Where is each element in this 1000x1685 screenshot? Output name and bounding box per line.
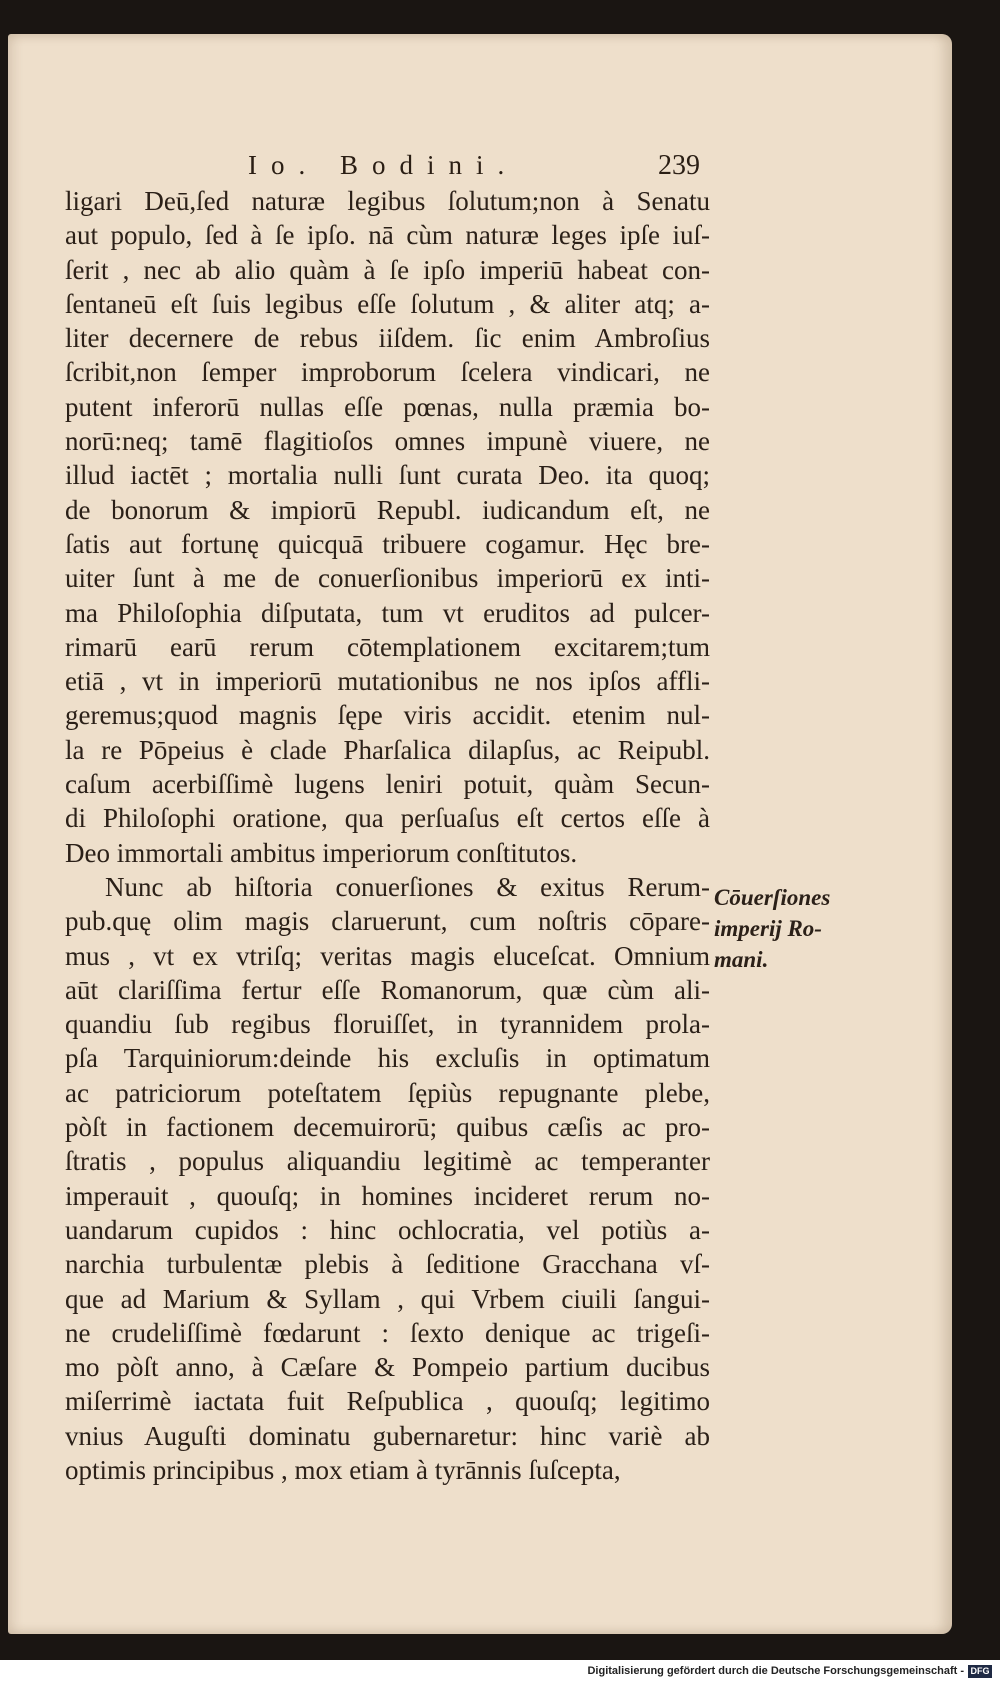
- text-line: ſerit , nec ab alio quàm à ſe ipſo imperiū habeat con-: [65, 254, 710, 285]
- text-line: quandiu ſub regibus floruiſſet, in tyrannidem prola-: [65, 1009, 710, 1040]
- body-text: [65, 184, 710, 1487]
- text-line: Deo immortali ambitus imperiorum conſtitutos.: [65, 837, 578, 868]
- text-line: mo pòſt anno, à Cæſare & Pompeio partium ducibus: [65, 1352, 710, 1383]
- text-line: pub.quę olim magis claruerunt, cum noſtris cōpare-: [65, 906, 710, 937]
- book-page: [8, 34, 952, 1634]
- footer-bar: [0, 1660, 1000, 1685]
- dfg-logo: DFG: [968, 1665, 992, 1678]
- text-line: aūt clariſſima fertur eſſe Romanorum, quæ cùm ali-: [65, 974, 710, 1005]
- text-line: ſtratis , populus aliquandiu legitimè ac temperanter: [65, 1146, 710, 1177]
- text-line: illud iactēt ; mortalia nulli ſunt curata Deo. ita quoq;: [65, 460, 710, 491]
- marginal-note-line: Cōuerſiones: [714, 885, 831, 910]
- text-line: liter decernere de rebus iiſdem. ſic enim Ambroſius: [65, 323, 710, 354]
- text-line: que ad Marium & Syllam , qui Vrbem ciuili ſangui-: [65, 1283, 710, 1314]
- text-line: de bonorum & impiorū Republ. iudicandum eſt, ne: [65, 494, 710, 525]
- text-line: pòſt in factionem decemuirorū; quibus cæſis ac pro-: [65, 1112, 710, 1143]
- text-line: ſatis aut fortunę quicquā tribuere cogamur. Hęc bre-: [65, 528, 710, 559]
- text-line: ligari Deū,ſed naturæ legibus ſolutum;non à Senatu: [65, 186, 710, 216]
- text-line: vnius Auguſti dominatu gubernaretur: hinc variè ab: [65, 1420, 710, 1451]
- text-line: ſcribit,non ſemper improborum ſcelera vindicari, ne: [65, 357, 710, 388]
- text-line: uiter ſunt à me de conuerſionibus imperiorū ex inti-: [65, 563, 710, 594]
- text-line: optimis principibus , mox etiam à tyrānnis ſuſcepta,: [65, 1454, 621, 1485]
- text-line: rimarū earū rerum cōtemplationem excitarem;tum: [65, 631, 710, 662]
- marginal-note: [714, 882, 874, 975]
- text-line: caſum acerbiſſimè lugens leniri potuit, quàm Secun-: [65, 769, 710, 800]
- funding-credit: Digitalisierung gefördert durch die Deutsche Forschungsgemeinschaft -: [587, 1665, 964, 1677]
- running-head: Io. Bodini.: [248, 150, 519, 180]
- page-number: 239: [658, 150, 700, 181]
- text-line: ſentaneū eſt ſuis legibus eſſe ſolutum , & aliter atq; a-: [65, 288, 710, 319]
- marginal-note-line: imperij Ro-: [714, 916, 822, 941]
- text-line: ac patriciorum poteſtatem ſępiùs repugnante plebe,: [65, 1077, 710, 1108]
- text-line: Nunc ab hiſtoria conuerſiones & exitus Rerum-: [105, 871, 710, 902]
- text-line: geremus;quod magnis ſępe viris accidit. etenim nul-: [65, 700, 710, 731]
- text-line: mus , vt ex vtriſq; veritas magis eluceſcat. Omnium: [65, 940, 710, 971]
- text-line: miſerrimè iactata fuit Reſpublica , quouſq; legitimo: [65, 1386, 710, 1417]
- text-line: aut populo, ſed à ſe ipſo. nā cùm naturæ leges ipſe iuſ-: [65, 220, 710, 251]
- text-line: imperauit , quouſq; in homines incideret rerum no-: [65, 1180, 710, 1211]
- text-line: di Philoſophi oratione, qua perſuaſus eſt certos eſſe à: [65, 803, 710, 834]
- text-line: la re Pōpeius è clade Pharſalica dilapſus, ac Reipubl.: [65, 734, 710, 765]
- text-line: putent inferorū nullas eſſe pœnas, nulla præmia bo-: [65, 391, 710, 422]
- text-line: ma Philoſophia diſputata, tum vt eruditos ad pulcer-: [65, 597, 710, 628]
- marginal-note-line: mani.: [714, 947, 769, 972]
- text-line: narchia turbulentæ plebis à ſeditione Gracchana vſ-: [65, 1249, 710, 1280]
- text-line: pſa Tarquiniorum:deinde his excluſis in optimatum: [65, 1043, 710, 1074]
- text-line: uandarum cupidos : hinc ochlocratia, vel potiùs a-: [65, 1214, 710, 1245]
- text-line: etiā , vt in imperiorū mutationibus ne nos ipſos affli-: [65, 666, 710, 697]
- text-line: ne crudeliſſimè fœdarunt : ſexto denique ac trigeſi-: [65, 1317, 710, 1348]
- text-line: norū:neq; tamē flagitioſos omnes impunè viuere, ne: [65, 426, 710, 457]
